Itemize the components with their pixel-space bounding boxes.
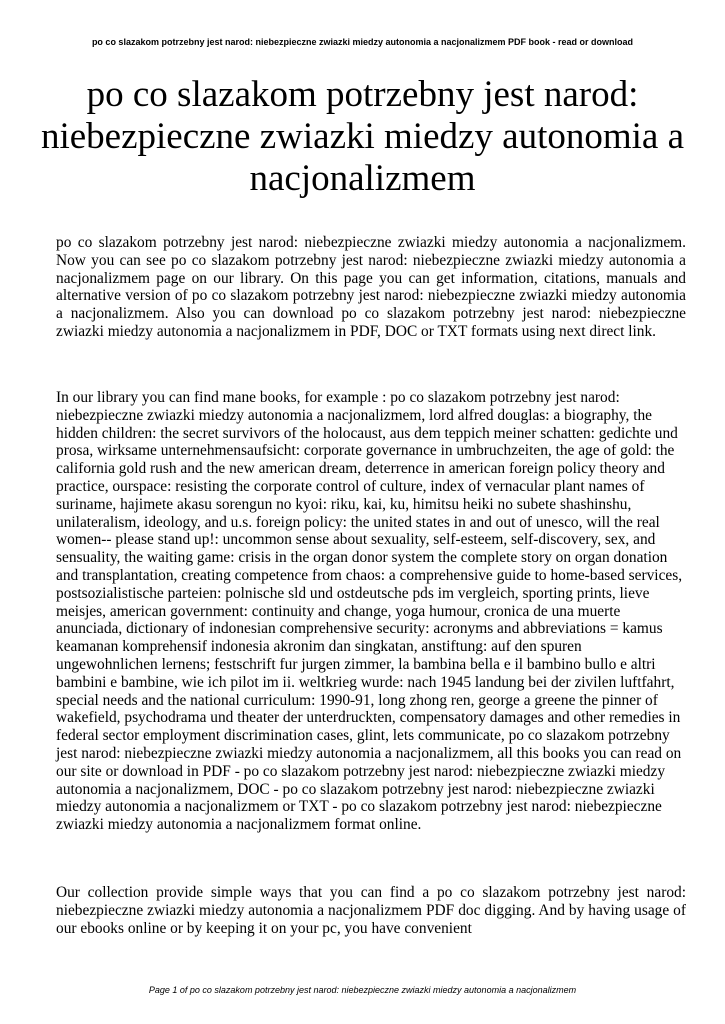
page-footer: Page 1 of po co slazakom potrzebny jest narod: niebezpieczne zwiazki miedzy autonomia a nacjonalizmem	[148, 985, 577, 995]
intro-paragraph: po co slazakom potrzebny jest narod: niebezpieczne zwiazki miedzy autonomia a nacjonalizmem. Now you can see po co slazakom potrzebny jest narod: niebezpieczne zwiazki miedzy autonomia a nacjonalizmem page on our library. On this page you can get information, citations, manuals and alternative version of po co slazakom potrzebny jest narod: niebezpieczne zwiazki miedzy autonomia a nacjonalizmem. Also you can download po co slazakom potrzebny jest narod: niebezpieczne zwiazki miedzy autonomia a nacjonalizmem in PDF, DOC or TXT formats using next direct link.	[56, 234, 686, 340]
page-header: po co slazakom potrzebny jest narod: niebezpieczne zwiazki miedzy autonomia a nacjonalizmem PDF book - read or download	[91, 37, 634, 47]
library-paragraph: In our library you can find mane books, for example : po co slazakom potrzebny jest narod: niebezpieczne zwiazki miedzy autonomia a nacjonalizmem, lord alfred douglas: a biography, the hidden children: the secret survivors of the holocaust, aus dem teppich meiner schatten: gedichte und prosa, wirksame unternehmensaufsicht: corporate governance in umbruchzeiten, the age of gold: the california gold rush and the new american dream, deterrence in american foreign policy theory and practice, ourspace: resisting the corporate control of culture, index of vernacular plant names of suriname, hajimete akasu sorengun no kyoi: riku, kai, ku, himitsu heiki no subete shashinshu, unilateralism, ideology, and u.s. foreign policy: the united states in and out of unesco, will the real women-- please stand up!: uncommon sense about sexuality, self-esteem, self-discovery, sex, and sensuality, the waiting game: crisis in the organ donor system the complete story on organ donation and transplantation, creating competence from chaos: a comprehensive guide to home-based services, postsozialistische parteien: polnische sld und ostdeutsche pds im vergleich, sporting prints, lieve meisjes, american government: continuity and change, yoga humour, cronica de una muerte anunciada, dictionary of indonesian comprehensive security: acronyms and abbreviations = kamus keamanan komprehensif indonesia akronim dan singkatan, anstiftung: auf den spuren ungewohnlichen lernens; festschrift fur jurgen zimmer, la bambina bella e il bambino bullo e altri bambini e bambine, wie ich pilot im ii. weltkrieg wurde: nach 1945 landung bei der zivilen luftfahrt, special needs and the national curriculum: 1990-91, long zhong ren, george a greene the pinner of wakefield, psychodrama und theater der unterdruckten, compensatory damages and other remedies in federal sector employment discrimination cases, glint, lets communicate, po co slazakom potrzebny jest narod: niebezpieczne zwiazki miedzy autonomia a nacjonalizmem, all this books you can read on our site or download in PDF - po co slazakom potrzebny jest narod: niebezpieczne zwiazki miedzy autonomia a nacjonalizmem, DOC - po co slazakom potrzebny jest narod: niebezpieczne zwiazki miedzy autonomia a nacjonalizmem or TXT - po co slazakom potrzebny jest narod: niebezpieczne zwiazki miedzy autonomia a nacjonalizmem format online.	[56, 389, 683, 834]
document-title: po co slazakom potrzebny jest narod: niebezpieczne zwiazki miedzy autonomia a nacjonalizmem	[40, 74, 685, 199]
collection-paragraph: Our collection provide simple ways that you can find a po co slazakom potrzebny jest narod: niebezpieczne zwiazki miedzy autonomia a nacjonalizmem PDF doc digging. And by having usage of our ebooks online or by keeping it on your pc, you have convenient	[56, 884, 686, 937]
